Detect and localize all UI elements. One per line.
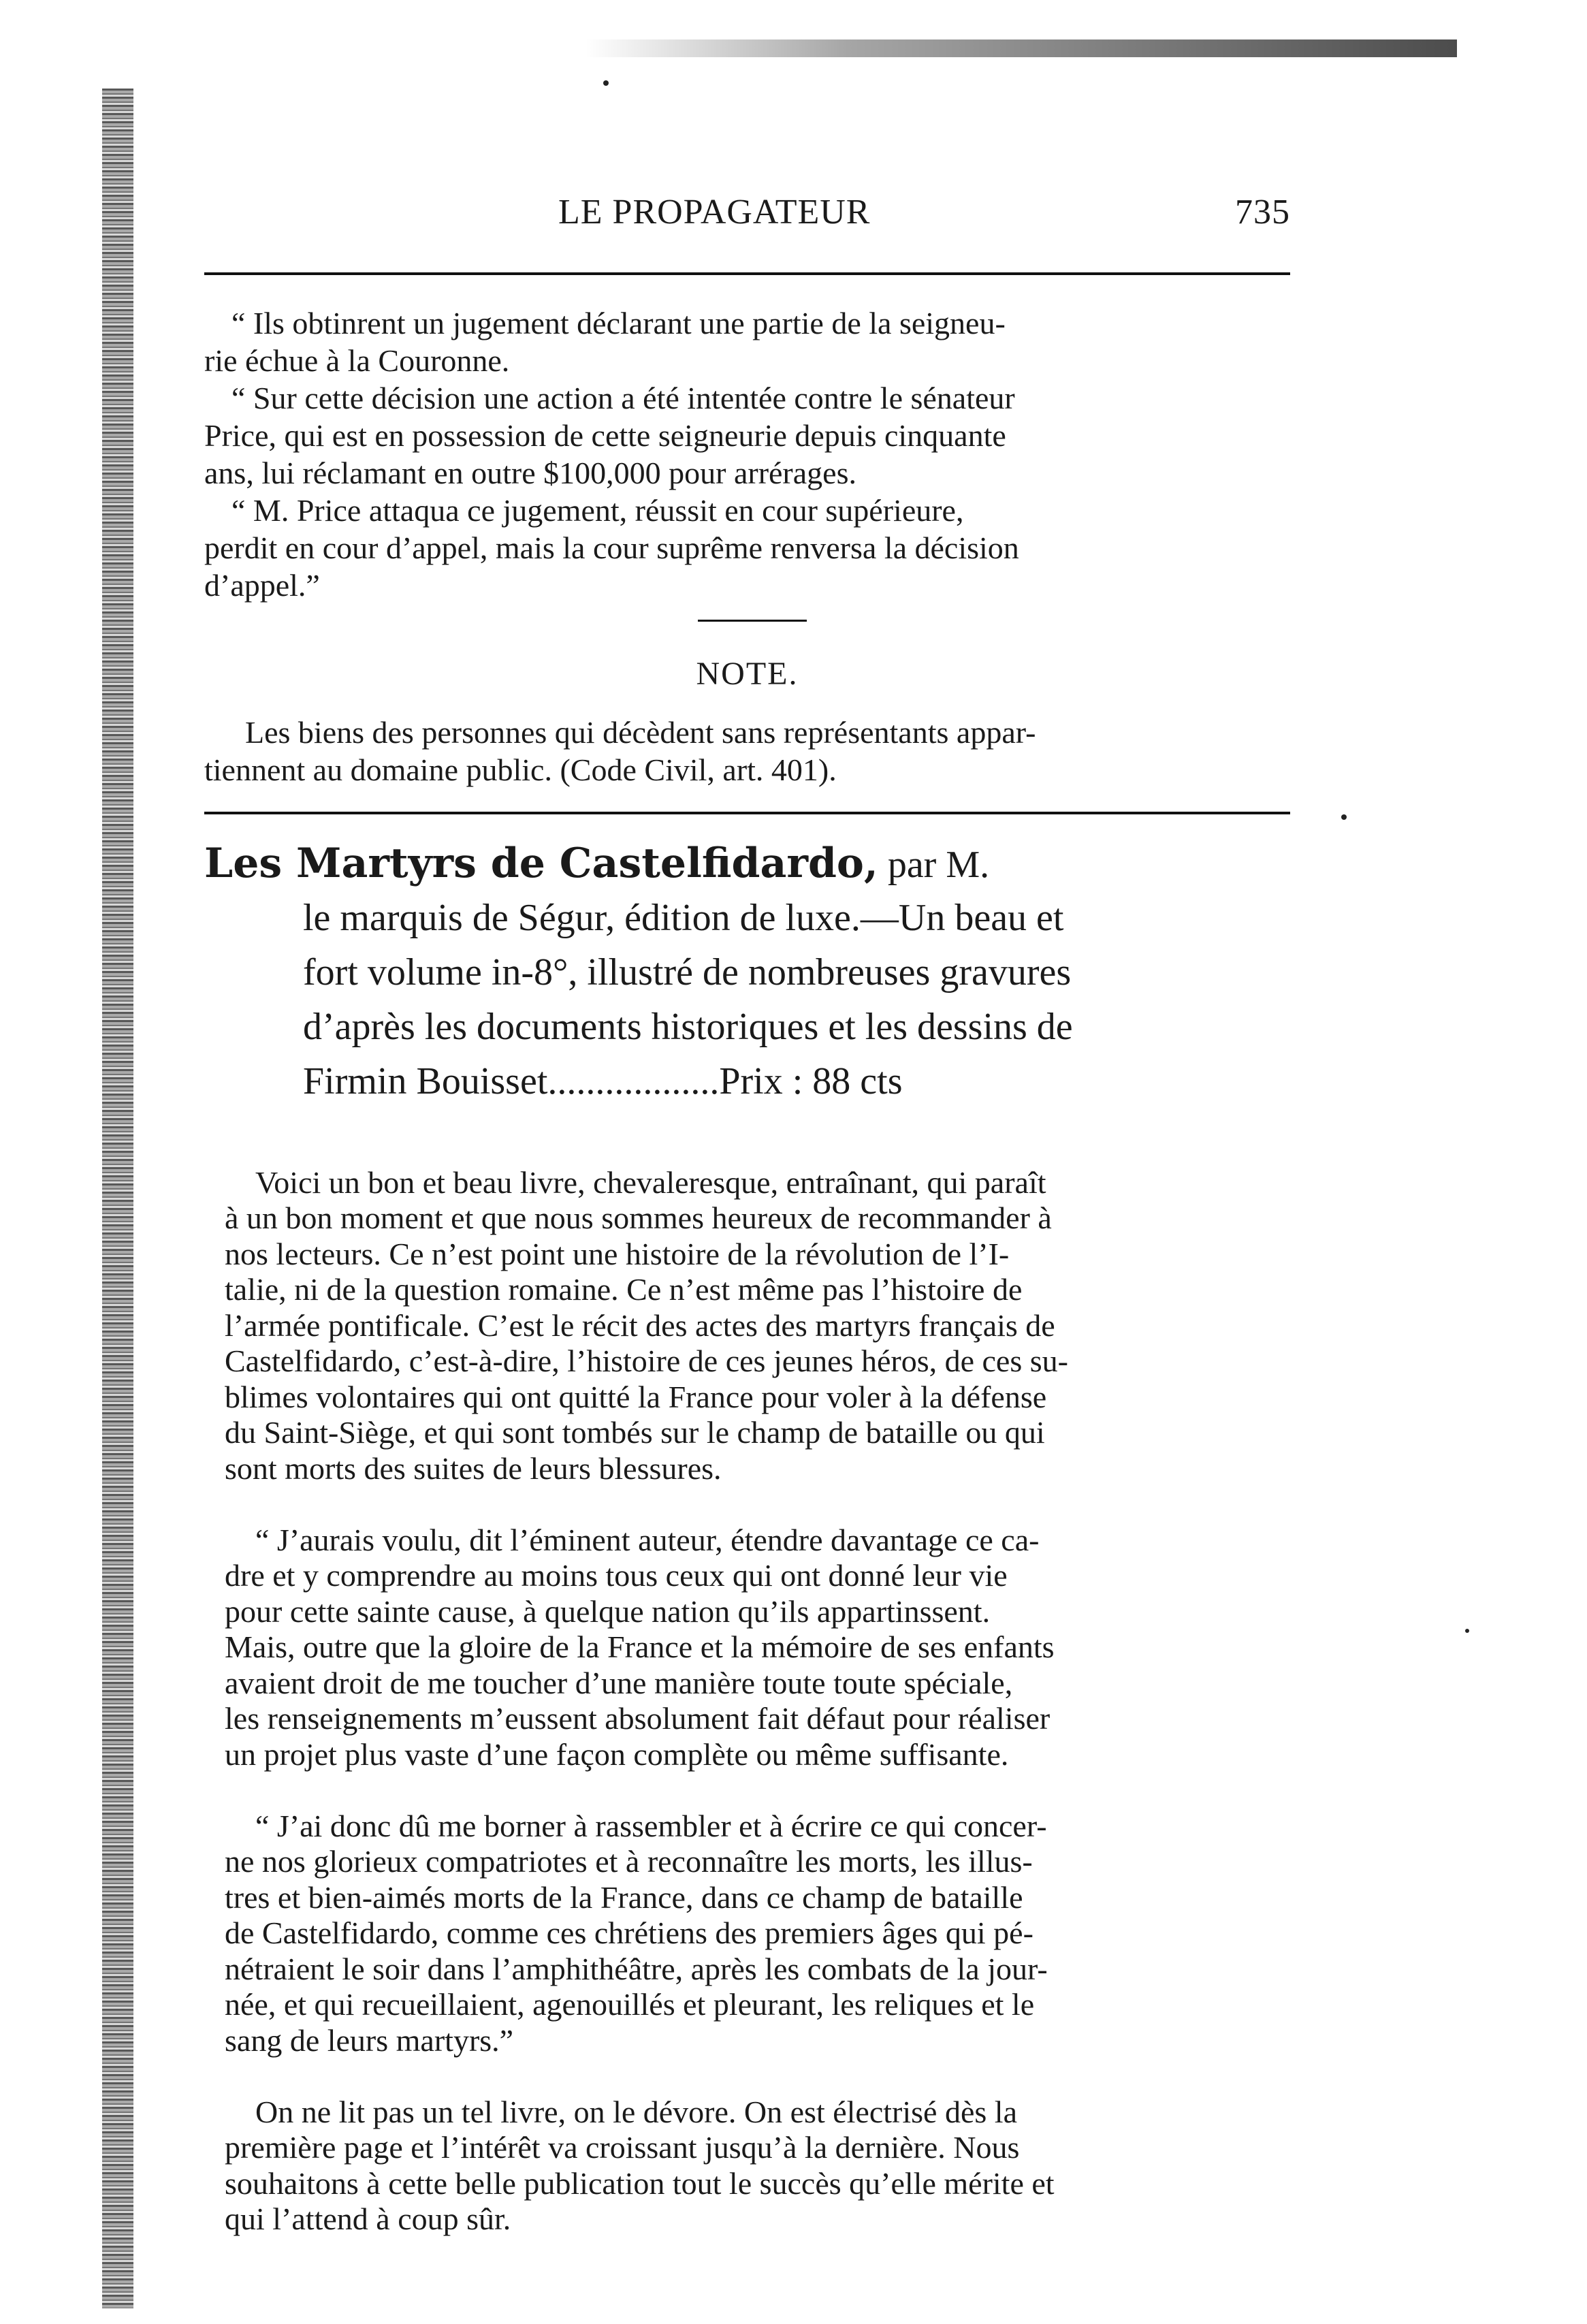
book-description: le marquis de Ségur, édition de luxe.—Un beau et fort volume in-8°, illustré de nombreuses gravures d’après les documents historiques et les dessins de Firmin Bouisset..................Prix : 88 cts [303,897,1073,1102]
note-title: NOTE. [696,656,799,692]
running-title: LE PROPAGATEUR [558,193,871,232]
section-divider [698,620,807,622]
book-author-lead: par M. [878,844,990,886]
scan-speck [1465,1629,1469,1633]
quote-paragraph: “ M. Price attaqua ce jugement, réussit en cour supérieure, perdit en cour d’appel, mais la cour suprême renversa la décision d’appel.” [204,493,1019,603]
book-review [225,1129,1300,2273]
review-paragraph: “ J’ai donc dû me borner à rassembler et à écrire ce qui concer- ne nos glorieux compatriotes et à reconnaître les morts, les illus- tres et bien-aimés morts de la France, dans ce champ de bataille de Castelfidardo, comme ces chrétiens des premiers âges qui pé- nétraient le soir dans l’amphithéâtre, après les combats de la jour- née, et qui recueillaient, agenouillés et pleurant, les reliques et le sang de leurs martyrs.” [225,1808,1048,2058]
quote-paragraph: “ Ils obtinrent un jugement déclarant une partie de la seigneu- rie échue à la Couronne. [204,306,1006,378]
book-spine-edge [102,89,133,2308]
scan-speck [603,80,609,86]
scan-artifact-top [586,39,1457,57]
header-rule [204,272,1290,275]
review-paragraph: On ne lit pas un tel livre, on le dévore. On est électrisé dès la première page et l’intérêt va croissant jusqu’à la dernière. Nous souhaitons à cette belle publication tout le succès qu’elle mérite et qui l’attend à coup sûr. [225,2094,1055,2236]
quote-paragraph: “ Sur cette décision une action a été intentée contre le sénateur Price, qui est en possession de cette seigneurie depuis cinquante ans, lui réclamant en outre $100,000 pour arrérages. [204,381,1015,490]
page-number: 735 [1235,193,1290,232]
note-text: Les biens des personnes qui décèdent sans représentants appar- tiennent au domaine public. (Code Civil, art. 401). [204,715,1036,787]
scan-speck [1341,814,1347,820]
section-rule [204,812,1290,814]
review-paragraph: “ J’aurais voulu, dit l’éminent auteur, étendre davantage ce ca- dre et y comprendre au moins tous ceux qui ont donné leur vie pour cette sainte cause, à quelque nation qu’ils appartinssent. Mais, outre que la gloire de la France et la mémoire de ses enfants avaient droit de me toucher d’une manière toute toute spéciale, les renseignements m’eussent absolument fait défaut pour réaliser un projet plus vaste d’une façon complète ou même suffisante. [225,1522,1055,1772]
review-paragraph: Voici un bon et beau livre, chevaleresque, entraînant, qui paraît à un bon moment et que nous sommes heureux de recommander à nos lecteurs. Ce n’est point une histoire de la révolution de l’I- talie, ni de la question romaine. Ce n’est même pas l’histoire de l’armée pontificale. C’est le récit des actes des martyrs français de Castelfidardo, c’est-à-dire, l’histoire de ces jeunes héros, de ces su- blimes volontaires qui ont quitté la France pour voler à la défense du Saint-Siège, et qui sont tombés sur le champ de bataille ou qui sont morts des suites de leurs blessures. [225,1164,1068,1486]
book-announcement-heading [204,836,1304,892]
book-title: Les Martyrs de Castelfidardo, [204,840,878,887]
